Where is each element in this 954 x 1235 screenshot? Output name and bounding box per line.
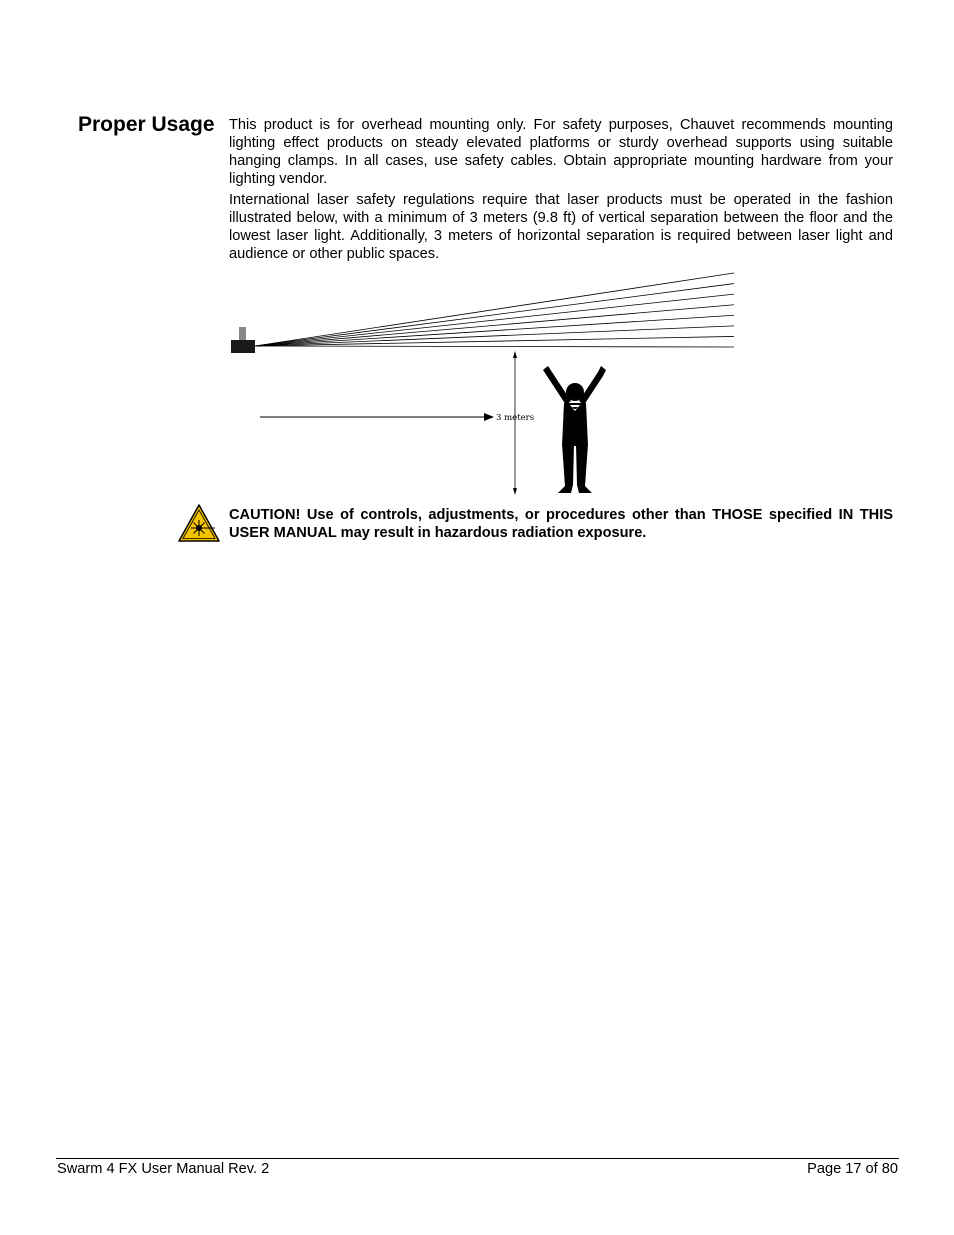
paragraph-laser-regulations: International laser safety regulations require that laser products must be operated in the fashion illustrated below, with a minimum of 3 meters (9.8 ft) of vertical separation between the floor and the lowest laser light. Additionally, 3 meters of horizontal separation is required between laser light and audience or other public spaces. — [229, 192, 893, 262]
laser-beam — [255, 273, 734, 346]
laser-beam — [255, 346, 734, 347]
footer-manual-title: Swarm 4 FX User Manual Rev. 2 — [57, 1161, 270, 1177]
distance-label: 3 meters — [496, 413, 535, 423]
laser-warning-icon — [177, 503, 221, 543]
footer-page-number: Page 17 of 80 — [807, 1161, 898, 1177]
horizontal-separation-arrow — [260, 413, 494, 421]
laser-separation-diagram — [228, 268, 738, 500]
laser-beams — [255, 273, 734, 347]
footer-divider — [56, 1158, 899, 1159]
vertical-separation-arrow — [513, 351, 517, 495]
paragraph-mounting: This product is for overhead mounting only. For safety purposes, Chauvet recommends mounting lighting effect products on steady elevated platforms or sturdy overhead supports using suitable hanging clamps. In all cases, use safety cables. Obtain appropriate mounting hardware from your lighting vendor. — [229, 117, 893, 187]
laser-beam — [255, 284, 734, 346]
laser-beam — [255, 305, 734, 346]
laser-beam — [255, 326, 734, 346]
laser-fixture — [231, 340, 255, 353]
section-heading: Proper Usage — [78, 113, 215, 136]
caution-text: CAUTION! Use of controls, adjustments, or procedures other than THOSE specified IN THIS USER MANUAL may result in hazardous radiation exposure. — [229, 507, 893, 541]
person-silhouette — [543, 366, 606, 493]
